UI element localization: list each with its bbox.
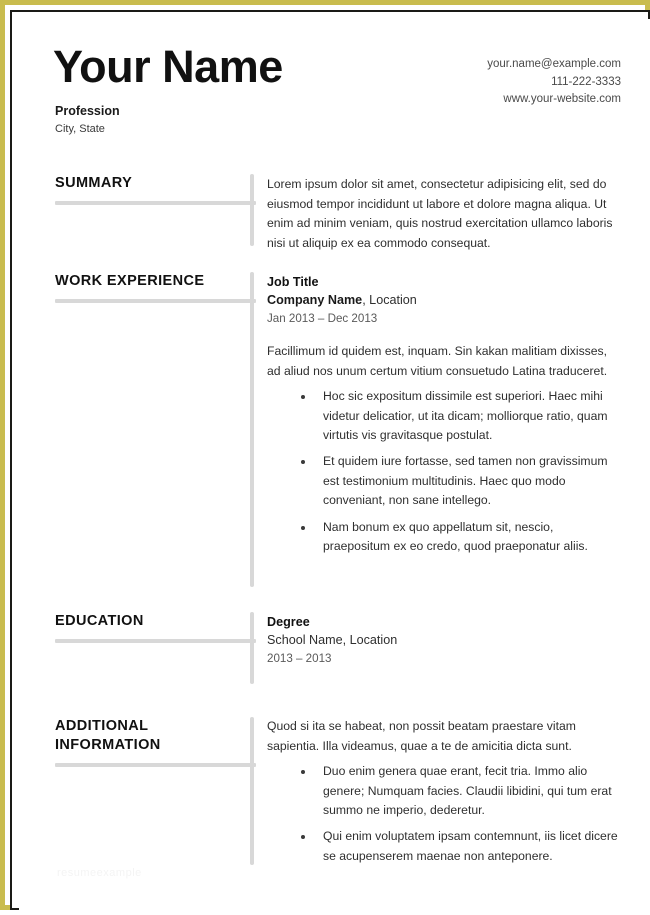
education-rule (55, 639, 256, 643)
education-heading-label: EDUCATION (55, 613, 144, 629)
summary-rule (55, 201, 256, 205)
watermark-text: resumeexample (57, 867, 142, 879)
summary-heading-label: SUMMARY (55, 175, 133, 191)
job-dates: Jan 2013 – Dec 2013 (267, 312, 378, 325)
school-line (267, 631, 619, 649)
contact-email: your.name@example.com (487, 58, 621, 70)
resume-page (19, 19, 650, 915)
resume-header (19, 19, 650, 147)
additional-text: Quod si ita se habeat, non possit beatam praestare vitam sapientia. Illa videamus, quae a te de amicitia dicta sunt. (267, 719, 576, 753)
additional-heading-label-line2: INFORMATION (55, 737, 161, 753)
job-bullet-list (267, 387, 619, 556)
summary-body (267, 175, 619, 253)
contact-website: www.your-website.com (503, 93, 621, 105)
company-name: Company Name (267, 293, 363, 307)
school-location: , Location (342, 633, 398, 647)
list-item: Qui enim voluptatem ipsam contemnunt, iis licet dicere se acupenserem maenae non anteponere. (301, 827, 619, 866)
additional-divider (250, 717, 254, 865)
additional-rule (55, 763, 256, 767)
education-heading (55, 612, 251, 631)
list-item: Hoc sic expositum dissimile est superiori. Haec mihi videtur delicatior, ut ita dicam; molliorque ratio, quam virtutis vis gravitasque postulat. (301, 387, 619, 445)
additional-body (267, 717, 619, 873)
list-item: Duo enim genera quae erant, fecit tria. Immo alio genere; Numquam facies. Claudii libidini, qui tum erat summo ne imperio, dederetur. (301, 762, 619, 820)
job-description: Facillimum id quidem est, inquam. Sin kakan malitiam dixisses, ad aliud nos unum certum vitium consuetudo Latina traduceret. (267, 344, 608, 378)
company-line (267, 291, 619, 309)
education-dates: 2013 – 2013 (267, 652, 332, 665)
work-entry (267, 274, 619, 556)
work-heading (55, 272, 251, 291)
education-entry (267, 614, 619, 668)
education-body (267, 614, 619, 668)
additional-heading-label-line1: ADDITIONAL (55, 718, 149, 734)
work-rule (55, 299, 256, 303)
job-title: Job Title (267, 275, 319, 289)
school-name: School Name (267, 633, 343, 647)
degree-title: Degree (267, 615, 310, 629)
page-border-inner (10, 10, 650, 910)
contact-phone: 111-222-3333 (551, 75, 621, 88)
page-title: Your Name (53, 41, 283, 92)
education-divider (250, 612, 254, 684)
additional-bullet-list (267, 762, 619, 866)
work-divider (250, 272, 254, 587)
summary-heading (55, 174, 251, 193)
company-location: , Location (362, 293, 417, 307)
profession-label: Profession (55, 104, 120, 118)
work-heading-label: WORK EXPERIENCE (55, 273, 205, 289)
contact-block (487, 56, 621, 109)
summary-text: Lorem ipsum dolor sit amet, consectetur adipisicing elit, sed do eiusmod tempor incididunt ut labore et dolore magna aliqua. Ut enim ad minim veniam, quis nostrud exercitation ullamco laboris nisi ut aliquip ex ea commodo consequat. (267, 177, 613, 250)
location-label: City, State (55, 123, 105, 135)
summary-divider (250, 174, 254, 246)
additional-heading (55, 717, 251, 755)
list-item: Nam bonum ex quo appellatum sit, nescio, praepositum ex eo credo, quod praeponatur aliis. (301, 518, 619, 557)
list-item: Et quidem iure fortasse, sed tamen non gravissimum est testimonium multitudinis. Haec quo modo conveniant, non sane intellego. (301, 452, 619, 510)
work-body (267, 274, 619, 563)
